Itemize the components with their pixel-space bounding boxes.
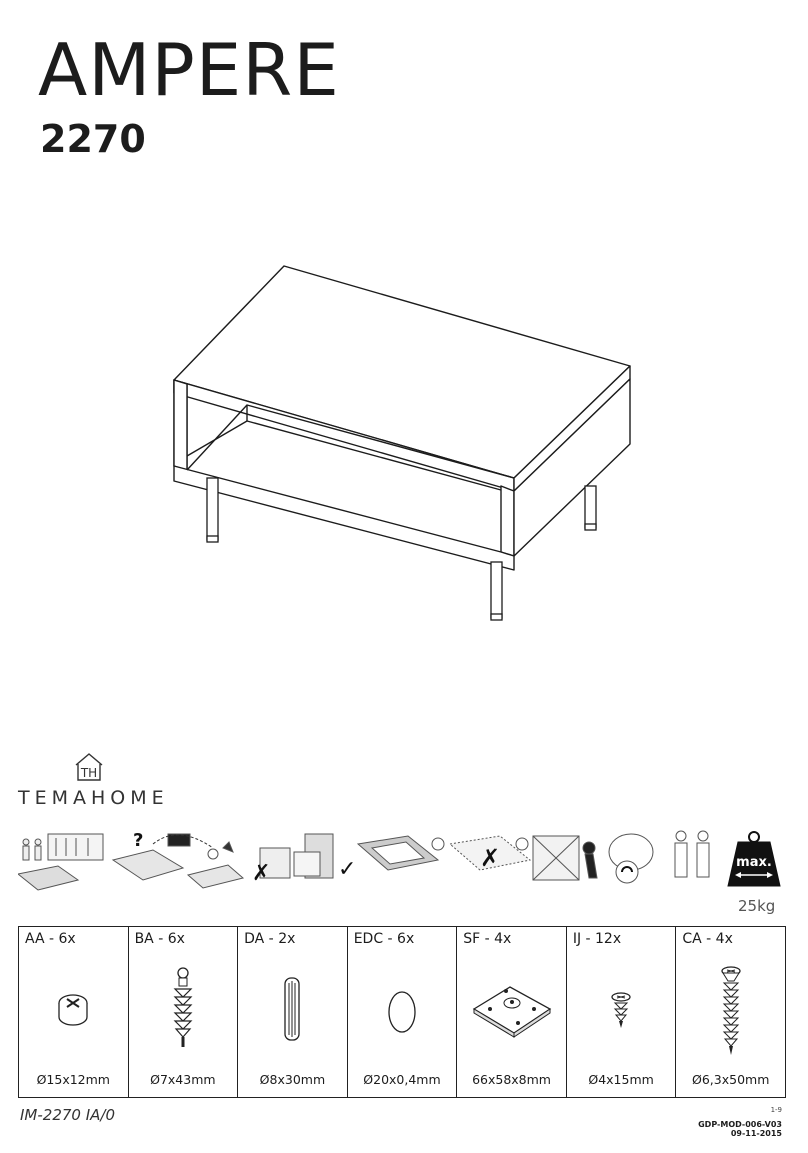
do-not-push-icon [533, 836, 597, 880]
max-load-weight: 25kg [738, 897, 776, 915]
part-cell [128, 927, 238, 1098]
svg-text:✓: ✓ [338, 857, 357, 882]
form-date: 09-11-2015 [730, 1129, 782, 1138]
hardware-parts-table [18, 926, 786, 1098]
part-code: BA - 6x [134, 931, 185, 947]
tools-required-icon [18, 834, 103, 890]
assemble-on-soft-surface-icon [358, 836, 444, 870]
svg-text:✗: ✗ [480, 844, 501, 872]
svg-text:TH: TH [80, 766, 98, 780]
part-code: CA - 4x [682, 931, 733, 947]
wooden-dowel-icon [282, 975, 302, 1045]
max-load-weight-icon [728, 832, 780, 886]
form-code: GDP-MOD-006-V03 [698, 1120, 782, 1129]
part-code: IJ - 12x [572, 931, 622, 947]
long-screw-icon [718, 965, 744, 1061]
part-code: SF - 4x [463, 931, 512, 947]
cam-lock-icon [53, 989, 93, 1039]
avoid-hard-floor-icon [450, 836, 530, 872]
cover-cap-icon [385, 989, 419, 1035]
instruction-pictograms [18, 830, 783, 892]
page-number: 1-9 [770, 1106, 782, 1114]
part-cell [566, 927, 676, 1098]
part-code: EDC - 6x [353, 931, 415, 947]
svg-text:?: ? [133, 830, 144, 851]
part-cell [238, 927, 348, 1098]
part-code: DA - 2x [244, 931, 296, 947]
part-size: 66x58x8mm [472, 1072, 551, 1087]
unpack-sorting-icon [252, 834, 356, 886]
part-code: AA - 6x [25, 931, 76, 947]
part-cell [676, 927, 786, 1098]
coffee-table-illustration [160, 255, 650, 635]
part-cell [19, 927, 129, 1098]
part-cell [457, 927, 567, 1098]
svg-text:max.: max. [736, 855, 772, 870]
short-screw-icon [610, 991, 632, 1031]
two-persons-icon [675, 831, 709, 877]
part-size: Ø20x0,4mm [363, 1072, 441, 1087]
part-size: Ø15x12mm [36, 1072, 110, 1087]
brand-name: TEMAHOME [18, 787, 169, 809]
document-id: IM-2270 IA/0 [20, 1106, 116, 1124]
part-size: Ø4x15mm [588, 1072, 654, 1087]
call-support-icon [113, 830, 243, 888]
leg-plate-icon [468, 983, 556, 1039]
part-size: Ø7x43mm [150, 1072, 216, 1087]
cam-bolt-icon [171, 967, 195, 1049]
part-size: Ø6,3x50mm [692, 1072, 770, 1087]
part-cell [347, 927, 457, 1098]
part-size: Ø8x30mm [259, 1072, 326, 1087]
model-number: 2270 [40, 117, 146, 161]
temahome-logo-icon [74, 752, 104, 782]
product-title: AMPERE [38, 28, 340, 112]
svg-text:✗: ✗ [252, 861, 271, 886]
recycle-icon [609, 834, 653, 883]
